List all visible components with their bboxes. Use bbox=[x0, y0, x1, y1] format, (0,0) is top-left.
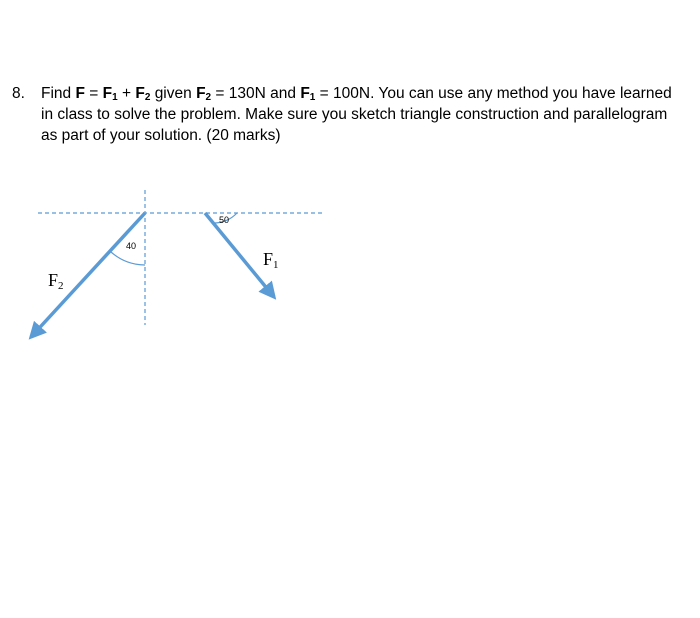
question-number: 8. bbox=[12, 85, 25, 102]
question-line-2: in class to solve the problem. Make sure you sketch triangle construction and parallelogram bbox=[41, 106, 668, 123]
angle-label-50: 50 bbox=[219, 215, 230, 225]
angle-arc-40 bbox=[111, 252, 145, 265]
f2-label: F2 bbox=[48, 270, 64, 292]
f1-label: F1 bbox=[263, 249, 279, 271]
question-line-1: Find $F = F_1 + F_2$ given $F_2 = 130N$ and $F_1 = 100N$. You can use any method you have learned bbox=[41, 85, 672, 103]
question-line-3: as part of your solution. (20 marks) bbox=[41, 127, 281, 144]
question-text bbox=[41, 83, 691, 146]
angle-label-40: 40 bbox=[126, 241, 137, 251]
force-diagram bbox=[0, 185, 360, 355]
